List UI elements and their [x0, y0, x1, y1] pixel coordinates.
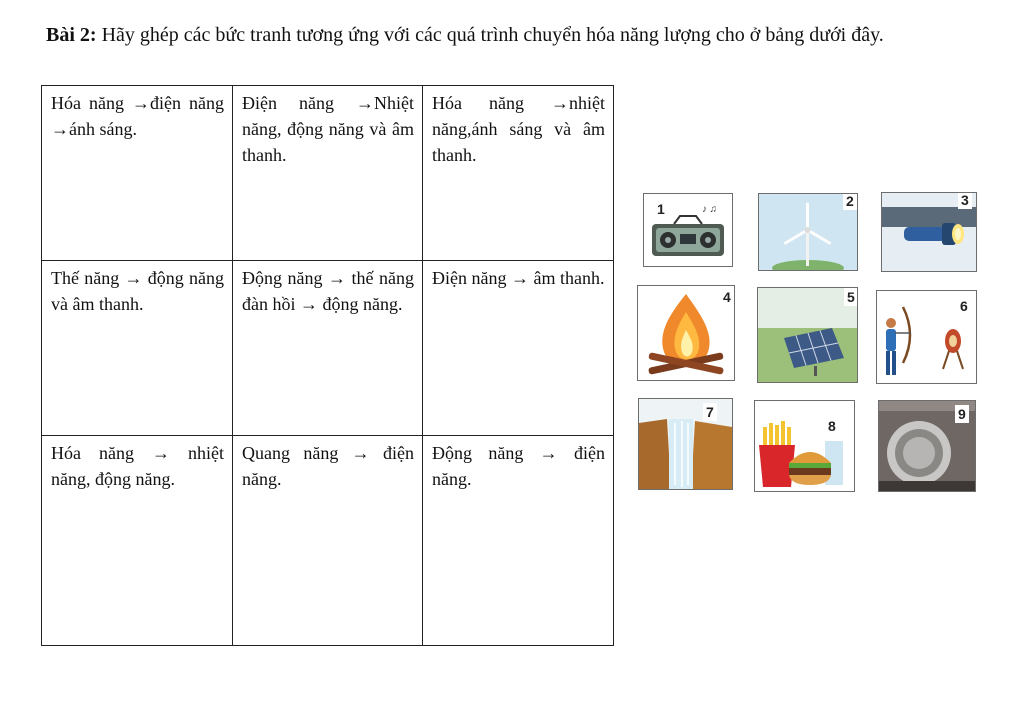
exercise-prompt: [46, 20, 996, 50]
table-row: [42, 261, 614, 436]
picture-number: 5: [844, 288, 858, 306]
picture-number: 6: [957, 297, 971, 315]
picture-5: [757, 287, 858, 383]
table-row: [42, 436, 614, 646]
picture-number: 2: [843, 193, 857, 210]
table-cell: Hóa năng →điện năng →ánh sáng.: [42, 86, 233, 261]
picture-8: [754, 400, 855, 492]
picture-6: [876, 290, 977, 384]
picture-number: 9: [955, 405, 969, 423]
picture-7: [638, 398, 733, 490]
picture-9: [878, 400, 976, 492]
svg-text:♪ ♫: ♪ ♫: [702, 204, 717, 215]
table-cell: Thế năng → động năng và âm thanh.: [42, 261, 233, 436]
picture-1: [643, 193, 733, 267]
picture-2: [758, 193, 858, 271]
table-cell: Động năng → thế năng đàn hồi → động năng.: [233, 261, 423, 436]
table-row: [42, 86, 614, 261]
picture-3: [881, 192, 977, 272]
exercise-label: Bài 2:: [46, 24, 97, 46]
table-cell: Hóa năng → nhiệt năng, động năng.: [42, 436, 233, 646]
table-cell: Điện năng → âm thanh.: [423, 261, 614, 436]
exercise-text: Hãy ghép các bức tranh tương ứng với các quá trình chuyển hóa năng lượng cho ở bảng dưới đây.: [96, 24, 884, 46]
table-cell: Quang năng → điện năng.: [233, 436, 423, 646]
table-cell: Hóa năng →nhiệt năng,ánh sáng và âm thanh.: [423, 86, 614, 261]
picture-number: 4: [720, 288, 734, 306]
waterfall-icon: [639, 399, 732, 489]
table-cell: Điện năng →Nhiệt năng, động năng và âm thanh.: [233, 86, 423, 261]
picture-number: 1: [654, 200, 668, 218]
picture-number: 7: [703, 403, 717, 421]
picture-number: 3: [958, 192, 972, 209]
matching-table: [41, 85, 614, 646]
solar-panel-icon: [758, 288, 857, 382]
table-cell: Động năng → điện năng.: [423, 436, 614, 646]
fast-food-icon: [755, 401, 854, 491]
picture-number: 8: [825, 417, 839, 435]
picture-4: [637, 285, 735, 381]
